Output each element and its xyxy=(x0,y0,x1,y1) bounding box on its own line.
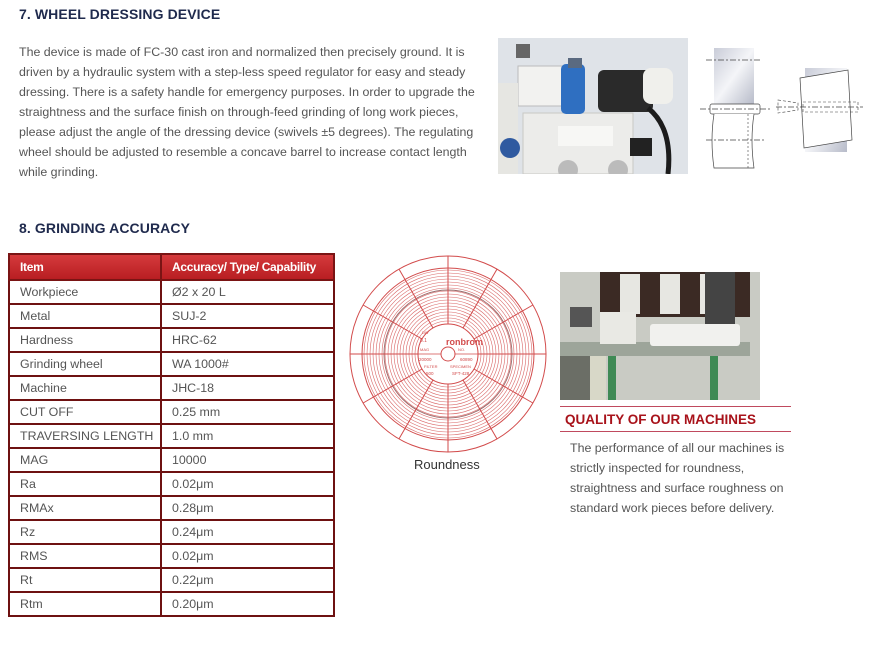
cell-item: Hardness xyxy=(9,328,161,352)
cell-item: Metal xyxy=(9,304,161,328)
chart-center-hole xyxy=(441,347,455,361)
wheel-dressing-machine-photo xyxy=(498,38,688,174)
cell-item: Ra xyxy=(9,472,161,496)
table-header-row xyxy=(9,254,334,280)
table-row xyxy=(9,448,334,472)
chart-label-filter: FILTER xyxy=(424,364,438,369)
quality-description: The performance of all our machines is strictly inspected for roundness, straightness and surface roughness on standard work pieces before delivery. xyxy=(570,441,785,515)
table-row xyxy=(9,304,334,328)
chart-value-no: 60890 xyxy=(460,357,473,362)
cell-value: HRC-62 xyxy=(161,328,334,352)
cell-item: TRAVERSING LENGTH xyxy=(9,424,161,448)
cell-item: RMS xyxy=(9,544,161,568)
table-row xyxy=(9,496,334,520)
cell-item: MAG xyxy=(9,448,161,472)
table-row xyxy=(9,592,334,616)
cell-value: 0.24μm xyxy=(161,520,334,544)
cell-item: Rtm xyxy=(9,592,161,616)
chart-value-div: 0.1 xyxy=(420,338,427,344)
dressing-angle-diagram xyxy=(698,40,868,170)
cell-item: Rz xyxy=(9,520,161,544)
cell-item: Rt xyxy=(9,568,161,592)
section-7-title: 7. WHEEL DRESSING DEVICE xyxy=(19,6,221,22)
header-item: Item xyxy=(9,254,161,280)
grinding-accuracy-table xyxy=(8,253,335,617)
cell-item: Machine xyxy=(9,376,161,400)
table-row xyxy=(9,520,334,544)
cell-item: CUT OFF xyxy=(9,400,161,424)
cell-value: 0.22μm xyxy=(161,568,334,592)
quality-title: QUALITY OF OUR MACHINES xyxy=(560,406,791,432)
chart-label-specimen: SPECIMEN xyxy=(450,364,471,369)
chart-label-div: DIV xyxy=(422,330,429,335)
cell-value: 10000 xyxy=(161,448,334,472)
header-accuracy: Accuracy/ Type/ Capability xyxy=(161,254,334,280)
wheel-dressing-description: The device is made of FC-30 cast iron and normalized then precisely ground. It is driven by a hydraulic system with a step-less speed regulator for easy and steady dressing. There is a safety handle for emergency purposes. In order to upgrade the straightness and the surface finish on through-feed grinding of long work pieces, please adjust the angle of the dressing device (swivels ±5 degrees). The regulating wheel should be adjusted to resemble a concave barrel to increase contact length while grinding. xyxy=(19,45,475,179)
table-row xyxy=(9,376,334,400)
cell-value: 1.0 mm xyxy=(161,424,334,448)
chart-value-specimen: SFT-428 xyxy=(452,371,470,376)
cell-item: Grinding wheel xyxy=(9,352,161,376)
section-8-title: 8. GRINDING ACCURACY xyxy=(19,220,191,236)
roundness-caption: Roundness xyxy=(414,457,480,472)
chart-brand: ronbrom xyxy=(446,337,483,347)
inspection-lab-photo xyxy=(560,272,760,400)
chart-value-filter: 500 xyxy=(426,371,434,376)
cell-value: SUJ-2 xyxy=(161,304,334,328)
table-row xyxy=(9,400,334,424)
table-row xyxy=(9,544,334,568)
table-row xyxy=(9,352,334,376)
table-row xyxy=(9,280,334,304)
cell-value: 0.28μm xyxy=(161,496,334,520)
cell-item: RMAx xyxy=(9,496,161,520)
cell-item: Workpiece xyxy=(9,280,161,304)
table-row xyxy=(9,328,334,352)
cell-value: JHC-18 xyxy=(161,376,334,400)
chart-value-mag: 20000 xyxy=(419,357,432,362)
cell-value: 0.25 mm xyxy=(161,400,334,424)
roundness-chart xyxy=(348,252,548,462)
chart-label-mag: MAG xyxy=(420,347,430,352)
table-row xyxy=(9,472,334,496)
cell-value: 0.02μm xyxy=(161,544,334,568)
cell-value: WA 1000# xyxy=(161,352,334,376)
table-row xyxy=(9,424,334,448)
chart-label-no: NO. xyxy=(458,347,466,352)
cell-value: Ø2 x 20 L xyxy=(161,280,334,304)
table-row xyxy=(9,568,334,592)
cell-value: 0.20μm xyxy=(161,592,334,616)
cell-value: 0.02μm xyxy=(161,472,334,496)
